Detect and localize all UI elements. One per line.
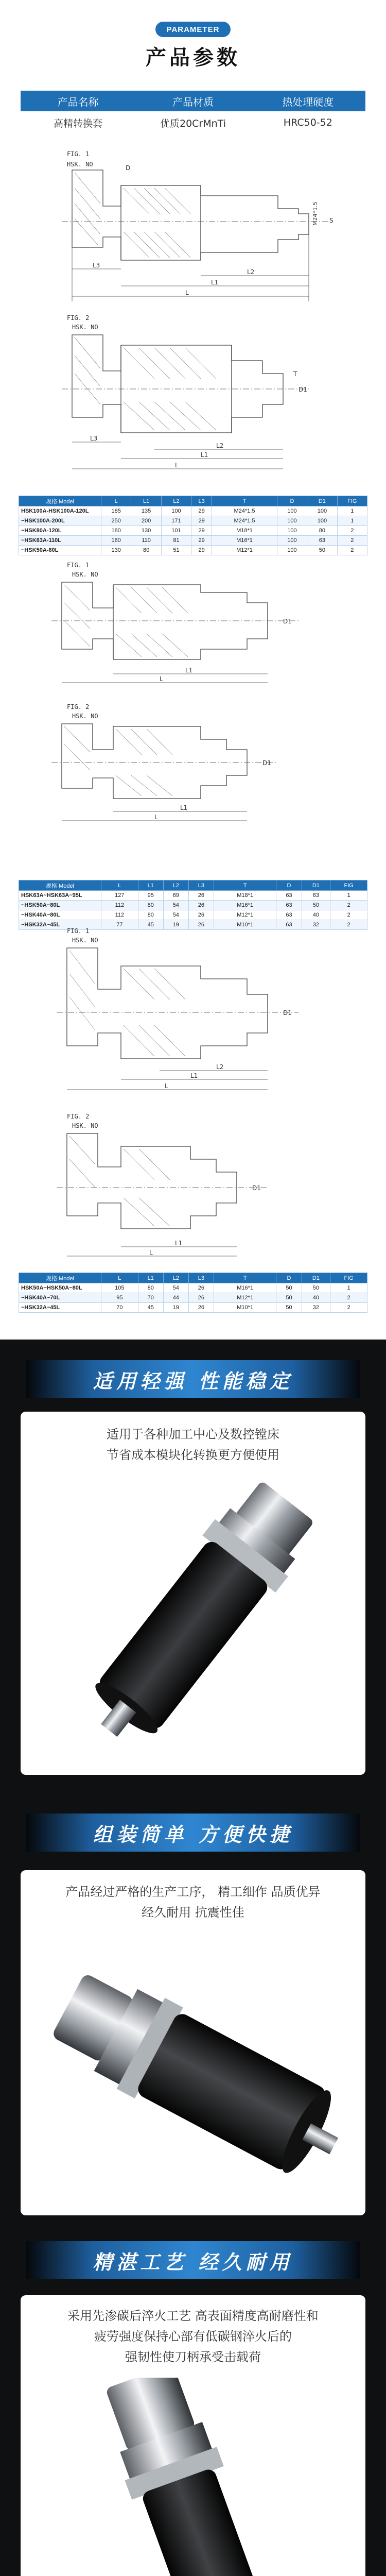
hsk-no-label-2: HSK. NO [72, 324, 98, 331]
col-fig: FIG [337, 496, 367, 506]
drawing-fig1-group3 [31, 927, 360, 1097]
col-model: 规格 Model [19, 496, 101, 506]
feature-text-3-line2: 疲劳强度保持心部有低碳钢淬火后的 [94, 2329, 292, 2344]
table-cell: 2 [337, 526, 367, 536]
table-cell-model: HSK100A-HSK100A-120L [19, 506, 101, 516]
table-cell: M24*1.5 [212, 506, 277, 516]
table-cell: 29 [191, 546, 212, 555]
spec-header-name: 产品名称 [57, 95, 99, 108]
table-cell: 26 [188, 1303, 214, 1313]
table-cell: 70 [101, 1303, 138, 1313]
table-cell: 63 [276, 891, 302, 901]
dim-d1-4: D1 [262, 759, 271, 767]
table-cell: M16*1 [214, 1283, 276, 1293]
dim-s: S [329, 217, 334, 224]
fig2-label-3: FIG. 2 [67, 1113, 90, 1120]
dim-d1-3: D1 [283, 618, 292, 625]
technical-drawing-fig2-c [31, 1113, 360, 1262]
dim-l1-5: L1 [190, 1072, 198, 1079]
table-cell: M16*1 [214, 901, 276, 910]
fig1-label-3: FIG. 1 [67, 927, 90, 935]
spec-header-hardness: 热处理硬度 [282, 95, 334, 108]
table-cell: M18*1 [214, 891, 276, 901]
table-cell: 2 [337, 546, 367, 555]
table-cell-model: ~HSK32A~45L [19, 920, 101, 930]
technical-drawing-fig1-b [31, 562, 360, 690]
table-cell: 26 [188, 920, 214, 930]
page-title: 产品参数 [146, 46, 240, 70]
table-cell: 80 [131, 546, 161, 555]
table-cell: 160 [101, 536, 131, 546]
col-l: L [101, 496, 131, 506]
feature-card-1 [21, 1412, 365, 1775]
feature-banner-2: 组装简单 方便快捷 [26, 1814, 360, 1852]
table-row [19, 526, 367, 536]
table-cell: M16*1 [212, 536, 277, 546]
spec-value-material: 优质20CrMnTi [160, 117, 226, 129]
dim-l-5: L [165, 1082, 168, 1090]
dim-l3-2: L3 [90, 435, 98, 442]
table-cell: 2 [330, 901, 367, 910]
table-header-row [19, 1273, 367, 1283]
col-t: T [214, 1273, 276, 1283]
table-cell: 171 [161, 516, 191, 526]
table-header-row [19, 496, 367, 506]
spec-table-2 [19, 880, 367, 930]
hsk-no-label: HSK. NO [67, 161, 93, 168]
feature-card-3 [21, 2295, 365, 2576]
table-cell: 185 [101, 506, 131, 516]
table-cell: 29 [191, 506, 212, 516]
col-d: D [276, 1273, 302, 1283]
table-cell: 51 [161, 546, 191, 555]
table-cell: 50 [276, 1303, 302, 1313]
dim-l: L [185, 289, 189, 296]
table-cell: 63 [307, 536, 337, 546]
table-cell: 63 [276, 901, 302, 910]
table-cell: 50 [302, 1283, 330, 1293]
table-cell: 29 [191, 516, 212, 526]
technical-drawing-fig2-b [31, 703, 360, 827]
table-row [19, 901, 367, 910]
table-cell: 26 [188, 901, 214, 910]
dim-l-2: L [175, 462, 179, 469]
table-cell: 70 [138, 1293, 163, 1303]
table-cell: 80 [138, 1283, 163, 1293]
table-cell: 63 [302, 891, 330, 901]
table-cell: 1 [337, 516, 367, 526]
table-cell: M24*1.5 [212, 516, 277, 526]
technical-drawing-fig2 [31, 314, 360, 479]
parameter-badge: PARAMETER [155, 22, 231, 37]
spec-header-row [21, 91, 365, 111]
col-l: L [101, 880, 138, 891]
table-header-row [19, 880, 367, 891]
table-row [19, 546, 367, 555]
table-cell: 80 [138, 901, 163, 910]
table-cell: 95 [101, 1293, 138, 1303]
table-cell: 26 [188, 891, 214, 901]
col-l: L [101, 1273, 138, 1283]
dim-d1-5: D1 [283, 1009, 292, 1016]
table-cell-model: ~HSK50A~80L [19, 901, 101, 910]
tool-holder-image-1 [21, 1473, 365, 1772]
table-cell-model: HSK50A~HSK50A~80L [19, 1283, 101, 1293]
table-cell: 81 [161, 536, 191, 546]
table-row [19, 516, 367, 526]
table-cell: 100 [277, 526, 307, 536]
spec-table-1 [19, 496, 367, 555]
table-cell-model: ~HSK40A~70L [19, 1293, 101, 1303]
fig2-label: FIG. 2 [67, 314, 90, 321]
col-l2: L2 [161, 496, 191, 506]
col-t: T [214, 880, 276, 891]
dim-d: D [126, 164, 131, 172]
table-cell-model: ~HSK50A-80L [19, 546, 101, 555]
table-cell: 95 [138, 891, 163, 901]
dim-l1: L1 [211, 279, 219, 286]
dim-l1-6: L1 [175, 1240, 183, 1247]
drawing-fig1-group1 [31, 149, 360, 309]
table-cell: 50 [276, 1283, 302, 1293]
table-cell: 112 [101, 910, 138, 920]
feature-text-3-line3: 强韧性使刀柄承受击载荷 [125, 2350, 261, 2364]
col-d1: D1 [307, 496, 337, 506]
table-cell: 250 [101, 516, 131, 526]
feature-text-1-line1: 适用于各种加工中心及数控镗床 [107, 1427, 279, 1442]
col-model: 规格 Model [19, 880, 101, 891]
dim-t-2: T [293, 370, 297, 378]
table-cell: 63 [276, 920, 302, 930]
spec-value-name: 高精转换套 [54, 117, 103, 129]
fig1-label-2: FIG. 1 [67, 562, 90, 569]
col-l1: L1 [138, 1273, 163, 1283]
hsk-no-label-6: HSK. NO [72, 1122, 98, 1129]
col-d1: D1 [302, 1273, 330, 1283]
drawing-fig2-group3 [31, 1113, 360, 1262]
drawing-fig1-group2 [31, 562, 360, 690]
dim-m: M24*1.5 [312, 201, 319, 226]
table-cell: 112 [101, 901, 138, 910]
feature-text-2-line2: 经久耐用 抗震性佳 [142, 1905, 244, 1920]
table-cell: 54 [163, 901, 188, 910]
table-cell: 100 [277, 546, 307, 555]
dim-d1-2: D1 [299, 386, 307, 393]
feature-text-2 [36, 1882, 350, 1923]
table-cell: 29 [191, 536, 212, 546]
col-l3: L3 [191, 496, 212, 506]
feature-text-1 [36, 1424, 350, 1465]
table-cell: 54 [163, 910, 188, 920]
table-cell: 80 [138, 910, 163, 920]
col-t: T [212, 496, 277, 506]
table-cell-model: ~HSK63A-110L [19, 536, 101, 546]
table-row [19, 1293, 367, 1303]
col-fig: FIG [330, 1273, 367, 1283]
table-cell: 45 [138, 1303, 163, 1313]
technical-drawing-fig1 [31, 149, 360, 309]
dim-d1-6: D1 [252, 1184, 261, 1192]
feature-text-1-line2: 节省成本模块化转换更方便使用 [107, 1448, 279, 1462]
dim-l2: L2 [247, 268, 255, 276]
table-cell: 105 [101, 1283, 138, 1293]
table-cell: 44 [163, 1293, 188, 1303]
table-cell: M12*1 [212, 546, 277, 555]
table-cell: 130 [131, 526, 161, 536]
table-cell: 100 [277, 506, 307, 516]
tool-holder-image-3 [21, 2378, 365, 2576]
table-cell: 1 [330, 891, 367, 901]
table-cell: 130 [101, 546, 131, 555]
table-cell: 77 [101, 920, 138, 930]
table-cell: M10*1 [214, 920, 276, 930]
table-cell: 50 [307, 546, 337, 555]
table-cell-model: ~HSK100A-200L [19, 516, 101, 526]
table-cell-model: ~HSK80A-120L [19, 526, 101, 536]
fig1-label: FIG. 1 [67, 150, 90, 158]
table-row [19, 891, 367, 901]
table-cell: 32 [302, 1303, 330, 1313]
table-cell: 80 [307, 526, 337, 536]
dim-l-6: L [149, 1249, 153, 1256]
col-fig: FIG [330, 880, 367, 891]
dim-l1-4: L1 [180, 804, 188, 811]
spec-header-material: 产品材质 [172, 95, 214, 108]
table-cell: 19 [163, 920, 188, 930]
col-d: D [277, 496, 307, 506]
table-cell: M10*1 [214, 1303, 276, 1313]
col-l2: L2 [163, 1273, 188, 1283]
table-cell: 180 [101, 526, 131, 536]
table-row [19, 1303, 367, 1313]
table-cell-model: ~HSK40A~80L [19, 910, 101, 920]
fig2-label-2: FIG. 2 [67, 703, 90, 710]
table-cell: 100 [277, 516, 307, 526]
spec-table-3 [19, 1273, 367, 1313]
table-cell: 135 [131, 506, 161, 516]
table-cell: 26 [188, 1283, 214, 1293]
dim-l2-5: L2 [216, 1063, 224, 1071]
table-cell: 100 [277, 536, 307, 546]
table-cell: M12*1 [214, 1293, 276, 1303]
table-cell: 1 [330, 1283, 367, 1293]
table-cell: M12*1 [214, 910, 276, 920]
table-cell: 2 [330, 920, 367, 930]
drawing-fig2-group2 [31, 703, 360, 827]
table-row [19, 536, 367, 546]
spec-value-hardness: HRC50-52 [283, 117, 332, 128]
col-d1: D1 [302, 880, 330, 891]
dim-l-4: L [154, 814, 158, 821]
feature-section-2 [0, 1793, 386, 2226]
table-row [19, 506, 367, 516]
table-cell: 40 [302, 910, 330, 920]
col-l3: L3 [188, 880, 214, 891]
dim-l1-2: L1 [201, 451, 208, 459]
col-model: 规格 Model [19, 1273, 101, 1283]
feature-text-3 [36, 2306, 350, 2367]
table-cell: 69 [163, 891, 188, 901]
table-cell: 29 [191, 526, 212, 536]
col-l2: L2 [163, 880, 188, 891]
table-row [19, 910, 367, 920]
table-cell: 45 [138, 920, 163, 930]
table-cell: M18*1 [212, 526, 277, 536]
table-cell: 100 [307, 506, 337, 516]
table-cell: 50 [276, 1293, 302, 1303]
feature-section-3 [0, 2226, 386, 2576]
table-cell: 100 [161, 506, 191, 516]
dim-l1-3: L1 [185, 667, 193, 674]
table-cell: 2 [337, 536, 367, 546]
dim-l2-2: L2 [216, 442, 224, 449]
hsk-no-label-3: HSK. NO [72, 571, 98, 578]
table-cell: 200 [131, 516, 161, 526]
table-cell: 2 [330, 1303, 367, 1313]
table-row [19, 1283, 367, 1293]
hsk-no-label-5: HSK. NO [72, 937, 98, 944]
dim-l-3: L [160, 675, 163, 683]
table-cell: 63 [276, 910, 302, 920]
table-cell: 110 [131, 536, 161, 546]
table-cell: 26 [188, 1293, 214, 1303]
table-cell: 100 [307, 516, 337, 526]
table-cell: 54 [163, 1283, 188, 1293]
table-cell: 19 [163, 1303, 188, 1313]
table-cell: 40 [302, 1293, 330, 1303]
spec-value-row [21, 111, 365, 134]
feature-text-2-line1: 产品经过严格的生产工序， 精工细作 品质优异 [65, 1885, 321, 1899]
table-cell: 127 [101, 891, 138, 901]
table-cell: 101 [161, 526, 191, 536]
tool-holder-image-2 [21, 1932, 365, 2210]
hsk-no-label-4: HSK. NO [72, 713, 98, 720]
col-d: D [276, 880, 302, 891]
table-cell: 50 [302, 901, 330, 910]
table-cell: 1 [337, 506, 367, 516]
feature-banner-3: 精湛工艺 经久耐用 [26, 2241, 360, 2279]
table-cell-model: ~HSK32A~45L [19, 1303, 101, 1313]
drawing-fig2-group1 [31, 314, 360, 479]
col-l1: L1 [131, 496, 161, 506]
feature-banner-1: 适用轻强 性能稳定 [26, 1360, 360, 1398]
col-l1: L1 [138, 880, 163, 891]
feature-section-1 [0, 1340, 386, 1793]
technical-drawing-fig1-c [31, 927, 360, 1097]
table-cell: 2 [330, 910, 367, 920]
feature-text-3-line1: 采用先渗碳后淬火工艺 高表面精度高耐磨性和 [67, 2309, 319, 2323]
table-cell: 26 [188, 910, 214, 920]
col-l3: L3 [188, 1273, 214, 1283]
table-cell: 2 [330, 1293, 367, 1303]
table-cell: 32 [302, 920, 330, 930]
dim-l3: L3 [93, 262, 100, 269]
feature-card-2 [21, 1870, 365, 2215]
table-cell-model: HSK63A~HSK63A~95L [19, 891, 101, 901]
